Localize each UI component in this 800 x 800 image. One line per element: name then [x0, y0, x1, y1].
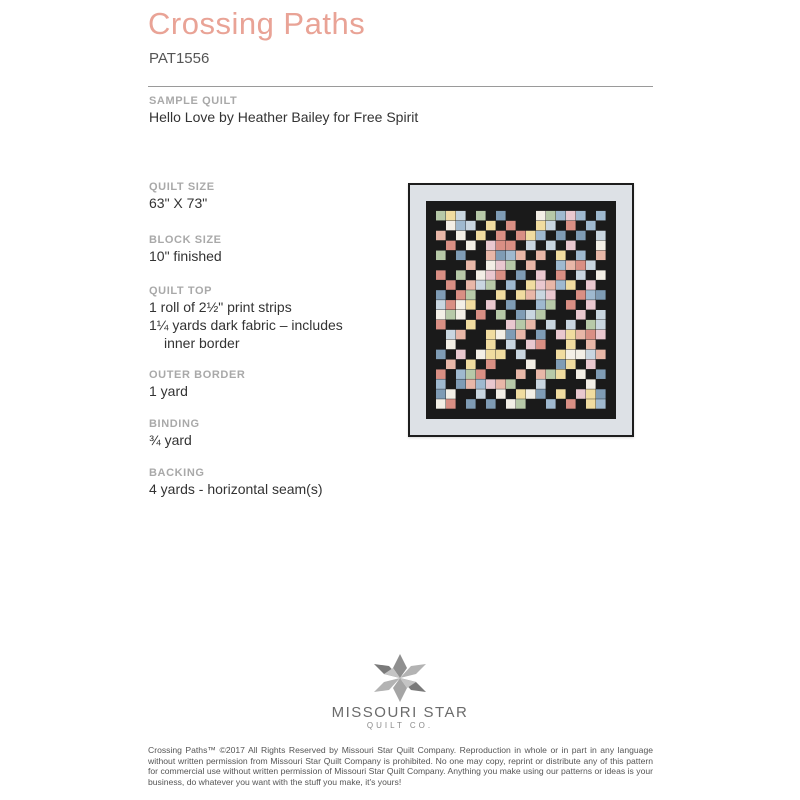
- quilt-print-square: [456, 330, 466, 340]
- quilt-print-square: [586, 389, 596, 399]
- quilt-print-square: [436, 369, 446, 379]
- quilt-print-square: [496, 211, 506, 221]
- quilt-print-square: [586, 280, 596, 290]
- section-label: SAMPLE QUILT: [149, 95, 238, 107]
- quilt-print-square: [476, 231, 486, 241]
- quilt-print-square: [476, 350, 486, 360]
- quilt-print-square: [586, 290, 596, 300]
- quilt-print-square: [596, 270, 606, 280]
- quilt-print-square: [436, 350, 446, 360]
- quilt-print-square: [516, 350, 526, 360]
- quilt-print-square: [506, 340, 516, 350]
- quilt-print-square: [546, 211, 556, 221]
- quilt-print-square: [546, 221, 556, 231]
- quilt-print-square: [526, 280, 536, 290]
- quilt-print-square: [576, 369, 586, 379]
- quilt-print-square: [576, 310, 586, 320]
- quilt-print-square: [496, 260, 506, 270]
- section-label: QUILT TOP: [149, 285, 213, 297]
- quilt-print-square: [516, 231, 526, 241]
- quilt-print-square: [536, 280, 546, 290]
- quilt-print-square: [536, 330, 546, 340]
- quilt-print-square: [596, 310, 606, 320]
- quilt-print-square: [566, 300, 576, 310]
- quilt-print-square: [516, 369, 526, 379]
- quilt-print-square: [596, 290, 606, 300]
- quilt-print-square: [586, 379, 596, 389]
- quilt-print-square: [546, 320, 556, 330]
- quilt-print-square: [576, 211, 586, 221]
- quilt-print-square: [496, 330, 506, 340]
- quilt-print-square: [516, 270, 526, 280]
- quilt-print-square: [596, 369, 606, 379]
- quilt-print-square: [456, 369, 466, 379]
- section-value: 1 yard: [149, 383, 188, 399]
- quilt-print-square: [536, 231, 546, 241]
- quilt-print-square: [566, 360, 576, 370]
- quilt-print-square: [596, 320, 606, 330]
- quilt-print-square: [486, 379, 496, 389]
- quilt-print-square: [446, 310, 456, 320]
- quilt-print-square: [596, 211, 606, 221]
- quilt-print-square: [596, 389, 606, 399]
- quilt-print-square: [566, 399, 576, 409]
- quilt-image: [408, 183, 634, 437]
- quilt-print-square: [566, 340, 576, 350]
- quilt-print-square: [496, 290, 506, 300]
- quilt-print-square: [546, 399, 556, 409]
- quilt-print-square: [516, 330, 526, 340]
- quilt-print-square: [576, 270, 586, 280]
- section-value: 10" finished: [149, 248, 222, 264]
- quilt-print-square: [456, 300, 466, 310]
- quilt-print-square: [486, 360, 496, 370]
- quilt-print-square: [516, 310, 526, 320]
- quilt-print-square: [496, 379, 506, 389]
- quilt-print-square: [506, 241, 516, 251]
- quilt-print-square: [596, 350, 606, 360]
- quilt-print-square: [506, 260, 516, 270]
- section-label: BACKING: [149, 467, 205, 479]
- quilt-print-square: [506, 379, 516, 389]
- quilt-print-square: [586, 340, 596, 350]
- quilt-print-square: [556, 260, 566, 270]
- quilt-print-square: [486, 221, 496, 231]
- quilt-print-square: [436, 251, 446, 261]
- header-divider: [148, 86, 653, 87]
- quilt-print-square: [506, 251, 516, 261]
- quilt-print-square: [526, 320, 536, 330]
- quilt-print-square: [546, 290, 556, 300]
- quilt-print-square: [526, 290, 536, 300]
- quilt-print-square: [506, 221, 516, 231]
- quilt-print-square: [446, 360, 456, 370]
- quilt-print-square: [446, 300, 456, 310]
- quilt-print-square: [436, 211, 446, 221]
- quilt-print-square: [456, 350, 466, 360]
- quilt-print-square: [466, 290, 476, 300]
- section-label: QUILT SIZE: [149, 181, 215, 193]
- quilt-print-square: [496, 241, 506, 251]
- quilt-print-square: [516, 320, 526, 330]
- quilt-print-square: [476, 270, 486, 280]
- quilt-print-square: [576, 350, 586, 360]
- quilt-pattern-graphic: [410, 185, 632, 435]
- quilt-print-square: [536, 290, 546, 300]
- quilt-print-square: [576, 290, 586, 300]
- quilt-print-square: [536, 270, 546, 280]
- quilt-print-square: [586, 350, 596, 360]
- quilt-print-square: [496, 270, 506, 280]
- quilt-print-square: [506, 399, 516, 409]
- section-quilt-top: [149, 284, 343, 352]
- quilt-print-square: [436, 300, 446, 310]
- quilt-print-square: [516, 290, 526, 300]
- quilt-print-square: [456, 270, 466, 280]
- quilt-print-square: [446, 330, 456, 340]
- quilt-print-square: [586, 221, 596, 231]
- quilt-print-square: [486, 251, 496, 261]
- quilt-print-square: [576, 389, 586, 399]
- quilt-print-square: [546, 300, 556, 310]
- quilt-print-square: [566, 280, 576, 290]
- quilt-print-square: [456, 251, 466, 261]
- quilt-print-square: [576, 260, 586, 270]
- quilt-print-square: [526, 231, 536, 241]
- quilt-print-square: [536, 300, 546, 310]
- quilt-print-square: [486, 330, 496, 340]
- quilt-print-square: [466, 280, 476, 290]
- quilt-print-square: [526, 310, 536, 320]
- quilt-print-square: [436, 231, 446, 241]
- quilt-print-square: [566, 211, 576, 221]
- quilt-print-square: [486, 280, 496, 290]
- quilt-print-square: [546, 241, 556, 251]
- quilt-print-square: [526, 260, 536, 270]
- quilt-print-square: [466, 379, 476, 389]
- section-quilt-size: [149, 180, 215, 212]
- quilt-print-square: [446, 221, 456, 231]
- quilt-print-square: [566, 241, 576, 251]
- quilt-print-square: [466, 221, 476, 231]
- quilt-print-square: [466, 369, 476, 379]
- section-label: BINDING: [149, 418, 200, 430]
- section-value: ¾ yard: [149, 432, 192, 448]
- quilt-print-square: [456, 231, 466, 241]
- quilt-print-square: [436, 389, 446, 399]
- section-value: 4 yards - horizontal seam(s): [149, 481, 323, 497]
- quilt-print-square: [576, 330, 586, 340]
- section-backing: [149, 466, 323, 498]
- quilt-print-square: [556, 350, 566, 360]
- quilt-print-square: [556, 369, 566, 379]
- quilt-print-square: [586, 320, 596, 330]
- quilt-print-square: [546, 280, 556, 290]
- quilt-print-square: [496, 389, 506, 399]
- quilt-print-square: [486, 241, 496, 251]
- quilt-print-square: [436, 320, 446, 330]
- logo-wordmark: MISSOURI STAR: [331, 704, 469, 721]
- star-logo-icon: [374, 654, 426, 702]
- section-value: inner border: [164, 335, 240, 351]
- quilt-print-square: [456, 379, 466, 389]
- quilt-print-square: [546, 369, 556, 379]
- quilt-print-square: [556, 330, 566, 340]
- quilt-print-square: [516, 251, 526, 261]
- quilt-print-square: [446, 241, 456, 251]
- pattern-code: PAT1556: [149, 50, 210, 67]
- quilt-print-square: [576, 251, 586, 261]
- quilt-print-square: [506, 330, 516, 340]
- quilt-print-square: [536, 340, 546, 350]
- section-value: 1¼ yards dark fabric – includes: [149, 317, 343, 333]
- section-value: 1 roll of 2½" print strips: [149, 299, 292, 315]
- quilt-print-square: [536, 211, 546, 221]
- quilt-print-square: [586, 300, 596, 310]
- quilt-print-square: [496, 310, 506, 320]
- quilt-print-square: [436, 399, 446, 409]
- quilt-print-square: [536, 221, 546, 231]
- quilt-print-square: [556, 360, 566, 370]
- quilt-print-square: [596, 241, 606, 251]
- section-binding: [149, 417, 200, 449]
- quilt-print-square: [566, 350, 576, 360]
- quilt-print-square: [466, 241, 476, 251]
- section-block-size: [149, 233, 222, 265]
- quilt-print-square: [566, 221, 576, 231]
- quilt-print-square: [486, 350, 496, 360]
- quilt-print-square: [596, 330, 606, 340]
- quilt-print-square: [446, 389, 456, 399]
- quilt-print-square: [526, 241, 536, 251]
- section-value: 63" X 73": [149, 195, 208, 211]
- pattern-title: Crossing Paths: [148, 6, 366, 41]
- quilt-print-square: [456, 211, 466, 221]
- quilt-print-square: [476, 379, 486, 389]
- quilt-print-square: [436, 270, 446, 280]
- quilt-print-square: [486, 300, 496, 310]
- quilt-print-square: [476, 389, 486, 399]
- quilt-print-square: [586, 399, 596, 409]
- quilt-print-square: [466, 360, 476, 370]
- quilt-print-square: [566, 260, 576, 270]
- quilt-print-square: [596, 251, 606, 261]
- quilt-print-square: [436, 310, 446, 320]
- quilt-print-square: [556, 389, 566, 399]
- quilt-print-square: [506, 280, 516, 290]
- quilt-print-square: [476, 310, 486, 320]
- quilt-print-square: [596, 399, 606, 409]
- quilt-print-square: [516, 399, 526, 409]
- quilt-print-square: [566, 330, 576, 340]
- quilt-print-square: [596, 231, 606, 241]
- quilt-print-square: [496, 350, 506, 360]
- quilt-print-square: [446, 340, 456, 350]
- quilt-print-square: [486, 270, 496, 280]
- quilt-print-square: [586, 360, 596, 370]
- quilt-print-square: [556, 211, 566, 221]
- quilt-print-square: [486, 260, 496, 270]
- quilt-print-square: [496, 251, 506, 261]
- quilt-print-square: [536, 369, 546, 379]
- quilt-print-square: [556, 280, 566, 290]
- quilt-print-square: [506, 300, 516, 310]
- quilt-print-square: [556, 231, 566, 241]
- quilt-print-square: [476, 369, 486, 379]
- section-label: BLOCK SIZE: [149, 234, 222, 246]
- quilt-print-square: [536, 310, 546, 320]
- copyright-footer: Crossing Paths™ ©2017 All Rights Reserved by Missouri Star Quilt Company. Reproduction in whole or in part in any language without written permission from Missouri Star Quilt Company is prohibited. No one may copy, reprint or distribute any of this pattern for commercial use without written permission of Missouri Star Quilt Company. Anything you make using our patterns or ideas is your business, do whatever you want with the stuff you make, it's yours!: [148, 745, 653, 787]
- quilt-print-square: [456, 310, 466, 320]
- quilt-print-square: [446, 399, 456, 409]
- quilt-print-square: [536, 251, 546, 261]
- section-sample-quilt: [149, 94, 418, 126]
- quilt-print-square: [466, 300, 476, 310]
- section-value: Hello Love by Heather Bailey for Free Spirit: [149, 109, 419, 125]
- quilt-print-square: [586, 260, 596, 270]
- quilt-print-square: [526, 340, 536, 350]
- quilt-print-square: [456, 290, 466, 300]
- quilt-print-square: [516, 389, 526, 399]
- quilt-print-square: [436, 290, 446, 300]
- quilt-print-square: [556, 251, 566, 261]
- section-outer-border: [149, 368, 245, 400]
- section-label: OUTER BORDER: [149, 369, 246, 381]
- quilt-print-square: [476, 211, 486, 221]
- quilt-print-square: [526, 389, 536, 399]
- logo-subtitle: QUILT CO.: [366, 721, 434, 730]
- quilt-print-square: [446, 211, 456, 221]
- quilt-print-square: [436, 379, 446, 389]
- quilt-print-square: [576, 231, 586, 241]
- missouri-star-logo: [324, 648, 476, 728]
- quilt-print-square: [526, 360, 536, 370]
- quilt-print-square: [486, 340, 496, 350]
- quilt-print-square: [566, 320, 576, 330]
- quilt-print-square: [496, 231, 506, 241]
- quilt-print-square: [466, 399, 476, 409]
- quilt-print-square: [476, 280, 486, 290]
- quilt-print-square: [446, 280, 456, 290]
- quilt-print-square: [456, 221, 466, 231]
- quilt-print-square: [486, 399, 496, 409]
- quilt-print-square: [466, 320, 476, 330]
- quilt-print-square: [466, 260, 476, 270]
- quilt-print-square: [586, 330, 596, 340]
- quilt-print-square: [556, 270, 566, 280]
- quilt-print-square: [536, 389, 546, 399]
- quilt-print-square: [536, 379, 546, 389]
- quilt-print-square: [506, 320, 516, 330]
